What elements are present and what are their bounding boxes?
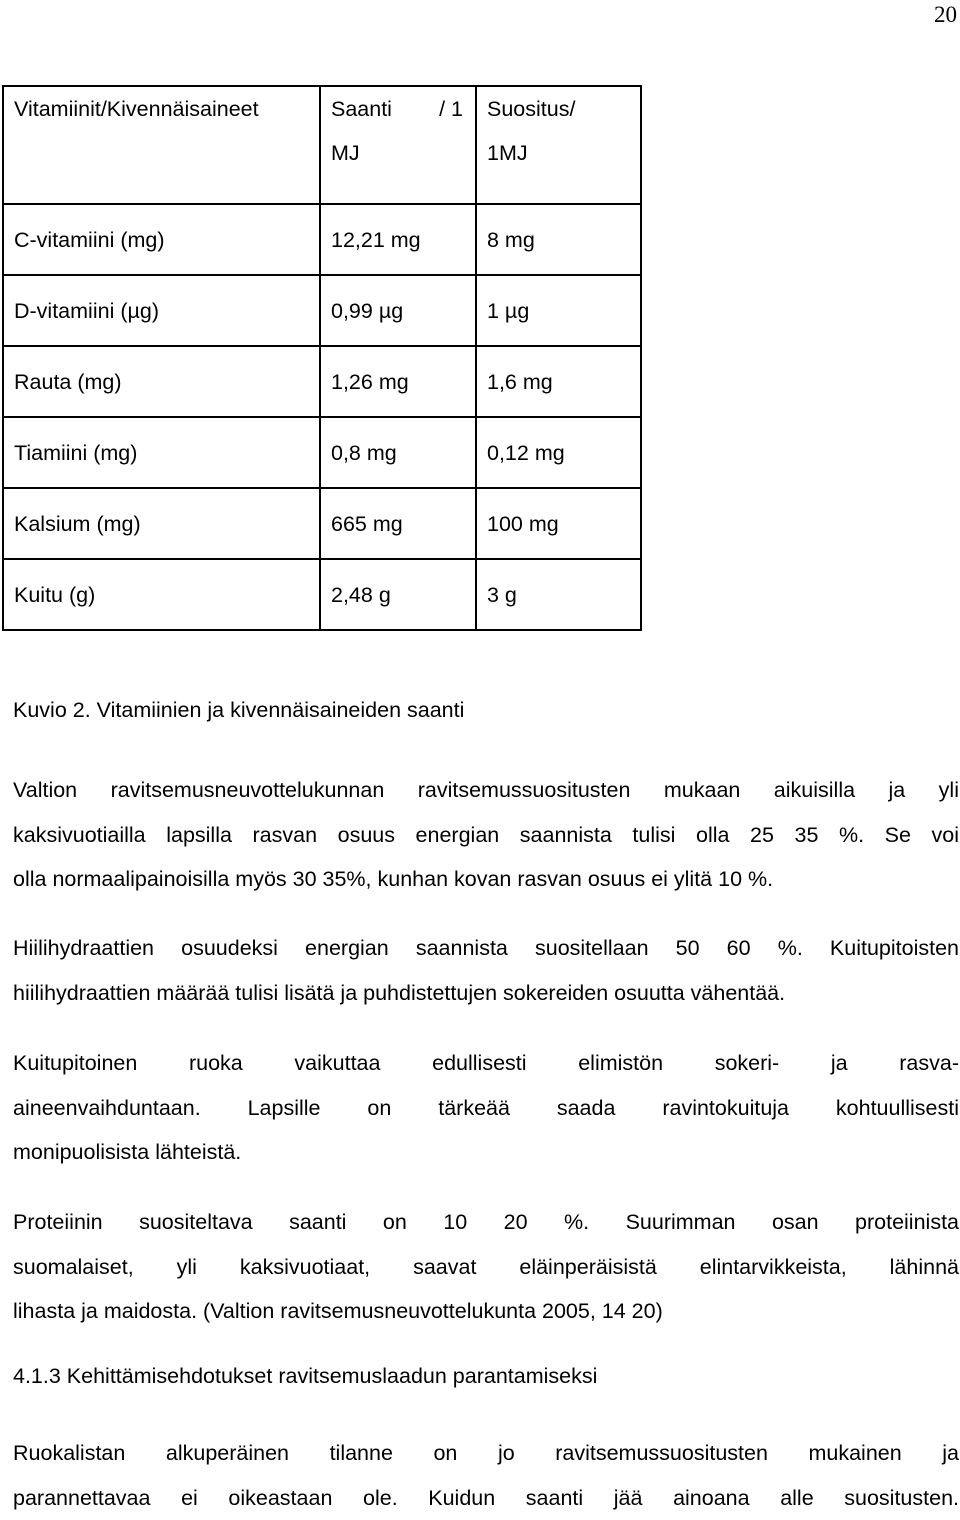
table-cell: 100 mg	[476, 488, 641, 559]
table-row	[3, 417, 641, 488]
table-cell: Kalsium (mg)	[3, 488, 320, 559]
table-row	[3, 275, 641, 346]
section-heading: 4.1.3 Kehittämisehdotukset ravitsemuslaadun parantamiseksi	[13, 1364, 598, 1388]
paragraph-fat	[13, 768, 959, 902]
header-recommendation: Suositus/ 1MJ	[476, 86, 641, 204]
table-cell: C-vitamiini (mg)	[3, 204, 320, 275]
text-line: hiilihydraattien määrää tulisi lisätä ja puhdistettujen sokereiden osuutta vähentää.	[13, 980, 786, 1005]
header-intake: Saanti / 1 MJ	[320, 86, 476, 204]
paragraph-protein	[13, 1200, 959, 1334]
table-cell: 0,99 µg	[320, 275, 476, 346]
table-cell: Kuitu (g)	[3, 559, 320, 630]
table-cell: 1,6 mg	[476, 346, 641, 417]
text-line: olla normaalipainoisilla myös 30 35%, kunhan kovan rasvan osuus ei ylitä 10 %.	[13, 867, 774, 892]
paragraph-fiber	[13, 1041, 959, 1175]
table-cell: D-vitamiini (µg)	[3, 275, 320, 346]
table-row	[3, 488, 641, 559]
table-cell: 2,48 g	[320, 559, 476, 630]
table-header-row	[3, 86, 641, 204]
table-cell: 0,12 mg	[476, 417, 641, 488]
header-nutrient: Vitamiinit/Kivennäisaineet	[3, 86, 320, 204]
table-cell: Rauta (mg)	[3, 346, 320, 417]
paragraph-carbohydrates	[13, 926, 959, 1015]
text-line: suomalaiset, yli kaksivuotiaat, saavat eläinperäisistä elintarvikkeista, lähinnä	[13, 1254, 959, 1279]
text-line: Valtion ravitsemusneuvottelukunnan ravitsemussuositusten mukaan aikuisilla ja yli	[13, 778, 959, 802]
table-cell: 665 mg	[320, 488, 476, 559]
text-line: Proteiinin suositeltava saanti on 10 20 %. Suurimman osan proteiinista	[13, 1210, 959, 1234]
text-line: lihasta ja maidosta. (Valtion ravitsemusneuvottelukunta 2005, 14 20)	[13, 1299, 663, 1324]
text-line: monipuolisista lähteistä.	[13, 1140, 242, 1165]
table-cell: 3 g	[476, 559, 641, 630]
table-cell: 12,21 mg	[320, 204, 476, 275]
table-cell: 8 mg	[476, 204, 641, 275]
figure-caption: Kuvio 2. Vitamiinien ja kivennäisaineiden saanti	[13, 698, 465, 722]
table-row	[3, 346, 641, 417]
text-line: parannettavaa ei oikeastaan ole. Kuidun saanti jää ainoana alle suositusten.	[13, 1485, 959, 1510]
table-row	[3, 204, 641, 275]
table-row	[3, 559, 641, 630]
table-cell: 1 µg	[476, 275, 641, 346]
page-number: 20	[934, 2, 957, 27]
text-line: Ruokalistan alkuperäinen tilanne on jo ravitsemussuositusten mukainen ja	[13, 1441, 959, 1465]
table-cell: 1,26 mg	[320, 346, 476, 417]
text-line: kaksivuotiailla lapsilla rasvan osuus energian saannista tulisi olla 25 35 %. Se voi	[13, 822, 959, 847]
table-cell: 0,8 mg	[320, 417, 476, 488]
text-line: Kuitupitoinen ruoka vaikuttaa edullisesti elimistön sokeri- ja rasva-	[13, 1051, 959, 1075]
text-line: aineenvaihduntaan. Lapsille on tärkeää saada ravintokuituja kohtuullisesti	[13, 1095, 959, 1120]
table-cell: Tiamiini (mg)	[3, 417, 320, 488]
paragraph-menu-situation	[13, 1431, 959, 1520]
text-line: Hiilihydraattien osuudeksi energian saannista suositellaan 50 60 %. Kuitupitoisten	[13, 936, 959, 960]
nutrient-table	[2, 85, 642, 631]
